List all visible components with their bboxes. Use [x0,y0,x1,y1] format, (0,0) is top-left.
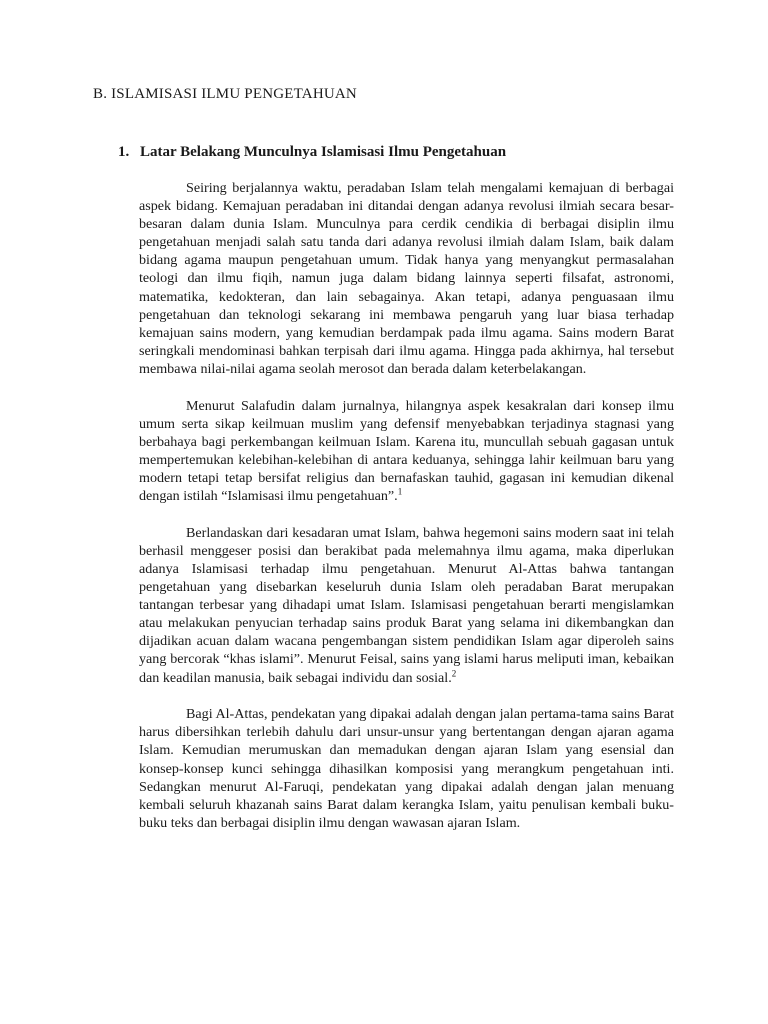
paragraph-text: Seiring berjalannya waktu, peradaban Islam telah mengalami kemajuan di berbagai aspek bidang. Kemajuan peradaban ini ditandai dengan adanya revolusi ilmiah secara besar-besaran dalam dunia Islam. Munculnya para cerdik cendikia di berbagai disiplin ilmu pengetahuan menjadi salah satu tanda dari adanya revolusi ilmiah dalam Islam, baik dalam bidang agama maupun pengetahuan umum. Tidak hanya yang menyangkut permasalahan teologi dan ilmu fiqih, namun juga dalam bidang lainnya seperti filsafat, astronomi, matematika, kedokteran, dan lain sebagainya. Akan tetapi, adanya penguasaan ilmu pengetahuan dan teknologi sekarang ini membawa pengaruh yang luar biasa terhadap kemajuan sains modern, yang kemudian berdampak pada ilmu agama. Sains modern Barat seringkali mendominasi bahkan terpisah dari ilmu agama. Hingga pada akhirnya, hal tersebut membawa nilai-nilai agama seolah merosot dan berada dalam keterbelakangan. [139,180,674,377]
paragraph-3 [139,524,674,687]
footnote-ref-2[interactable]: 2 [451,667,457,678]
paragraph-text: Bagi Al-Attas, pendekatan yang dipakai adalah dengan jalan pertama-tama sains Barat harus dibersihkan terlebih dahulu dari unsur-unsur yang bertentangan dengan ajaran agama Islam. Kemudian merumuskan dan memadukan dengan ajaran Islam yang esensial dan konsep-konsep kunci sehingga dihasilkan komposisi yang merangkum pengetahuan inti. Sedangkan menurut Al-Faruqi, pendekatan yang dipakai adalah dengan jalan menuang kembali seluruh khazanah sains Barat dalam kerangka Islam, yaitu penulisan kembali buku-buku teks dan berbagai disiplin ilmu dengan wawasan ajaran Islam. [139,706,674,831]
paragraph-4 [139,705,674,832]
section-heading: B. ISLAMISASI ILMU PENGETAHUAN [93,86,357,102]
body-text [139,179,674,850]
paragraph-text: Menurut Salafudin dalam jurnalnya, hilangnya aspek kesakralan dari konsep ilmu umum serta sikap keilmuan muslim yang defensif menyebabkan terjadinya stagnasi yang berbahaya bagi perkembangan keilmuan Islam. Karena itu, muncullah sebuah gagasan untuk mempertemukan kelebihan-kelebihan di antara keduanya, sehingga lahir keilmuan baru yang modern tetapi tetap bersifat religius dan bernafaskan tauhid, gagasan ini kemudian dikenal dengan istilah “Islamisasi ilmu pengetahuan”. [139,397,674,505]
subsection-number: 1. [118,144,130,160]
footnote-ref-1[interactable]: 1 [397,486,403,497]
subsection-title: Latar Belakang Munculnya Islamisasi Ilmu Pengetahuan [140,144,507,160]
subsection-heading [118,144,506,161]
paragraph-text: Berlandaskan dari kesadaran umat Islam, bahwa hegemoni sains modern saat ini telah berhasil menggeser posisi dan berakibat pada melemahnya ilmu agama, maka diperlukan adanya Islamisasi terhadap ilmu pengetahuan. Menurut Al-Attas bahwa tantangan pengetahuan yang disebarkan keseluruh dunia Islam oleh peradaban Barat merupakan tantangan terbesar yang dihadapi umat Islam. Islamisasi pengetahuan berarti mengislamkan atau melakukan penyucian terhadap sains produk Barat yang selama ini dikembangkan dan dijadikan acuan dalam wacana pengembangan sistem pendidikan Islam agar diperoleh sains yang bercorak “khas islami”. Menurut Feisal, sains yang islami harus meliputi iman, kebaikan dan keadilan manusia, baik sebagai individu dan sosial. [139,524,674,686]
paragraph-1 [139,179,674,378]
paragraph-2 [139,397,674,506]
